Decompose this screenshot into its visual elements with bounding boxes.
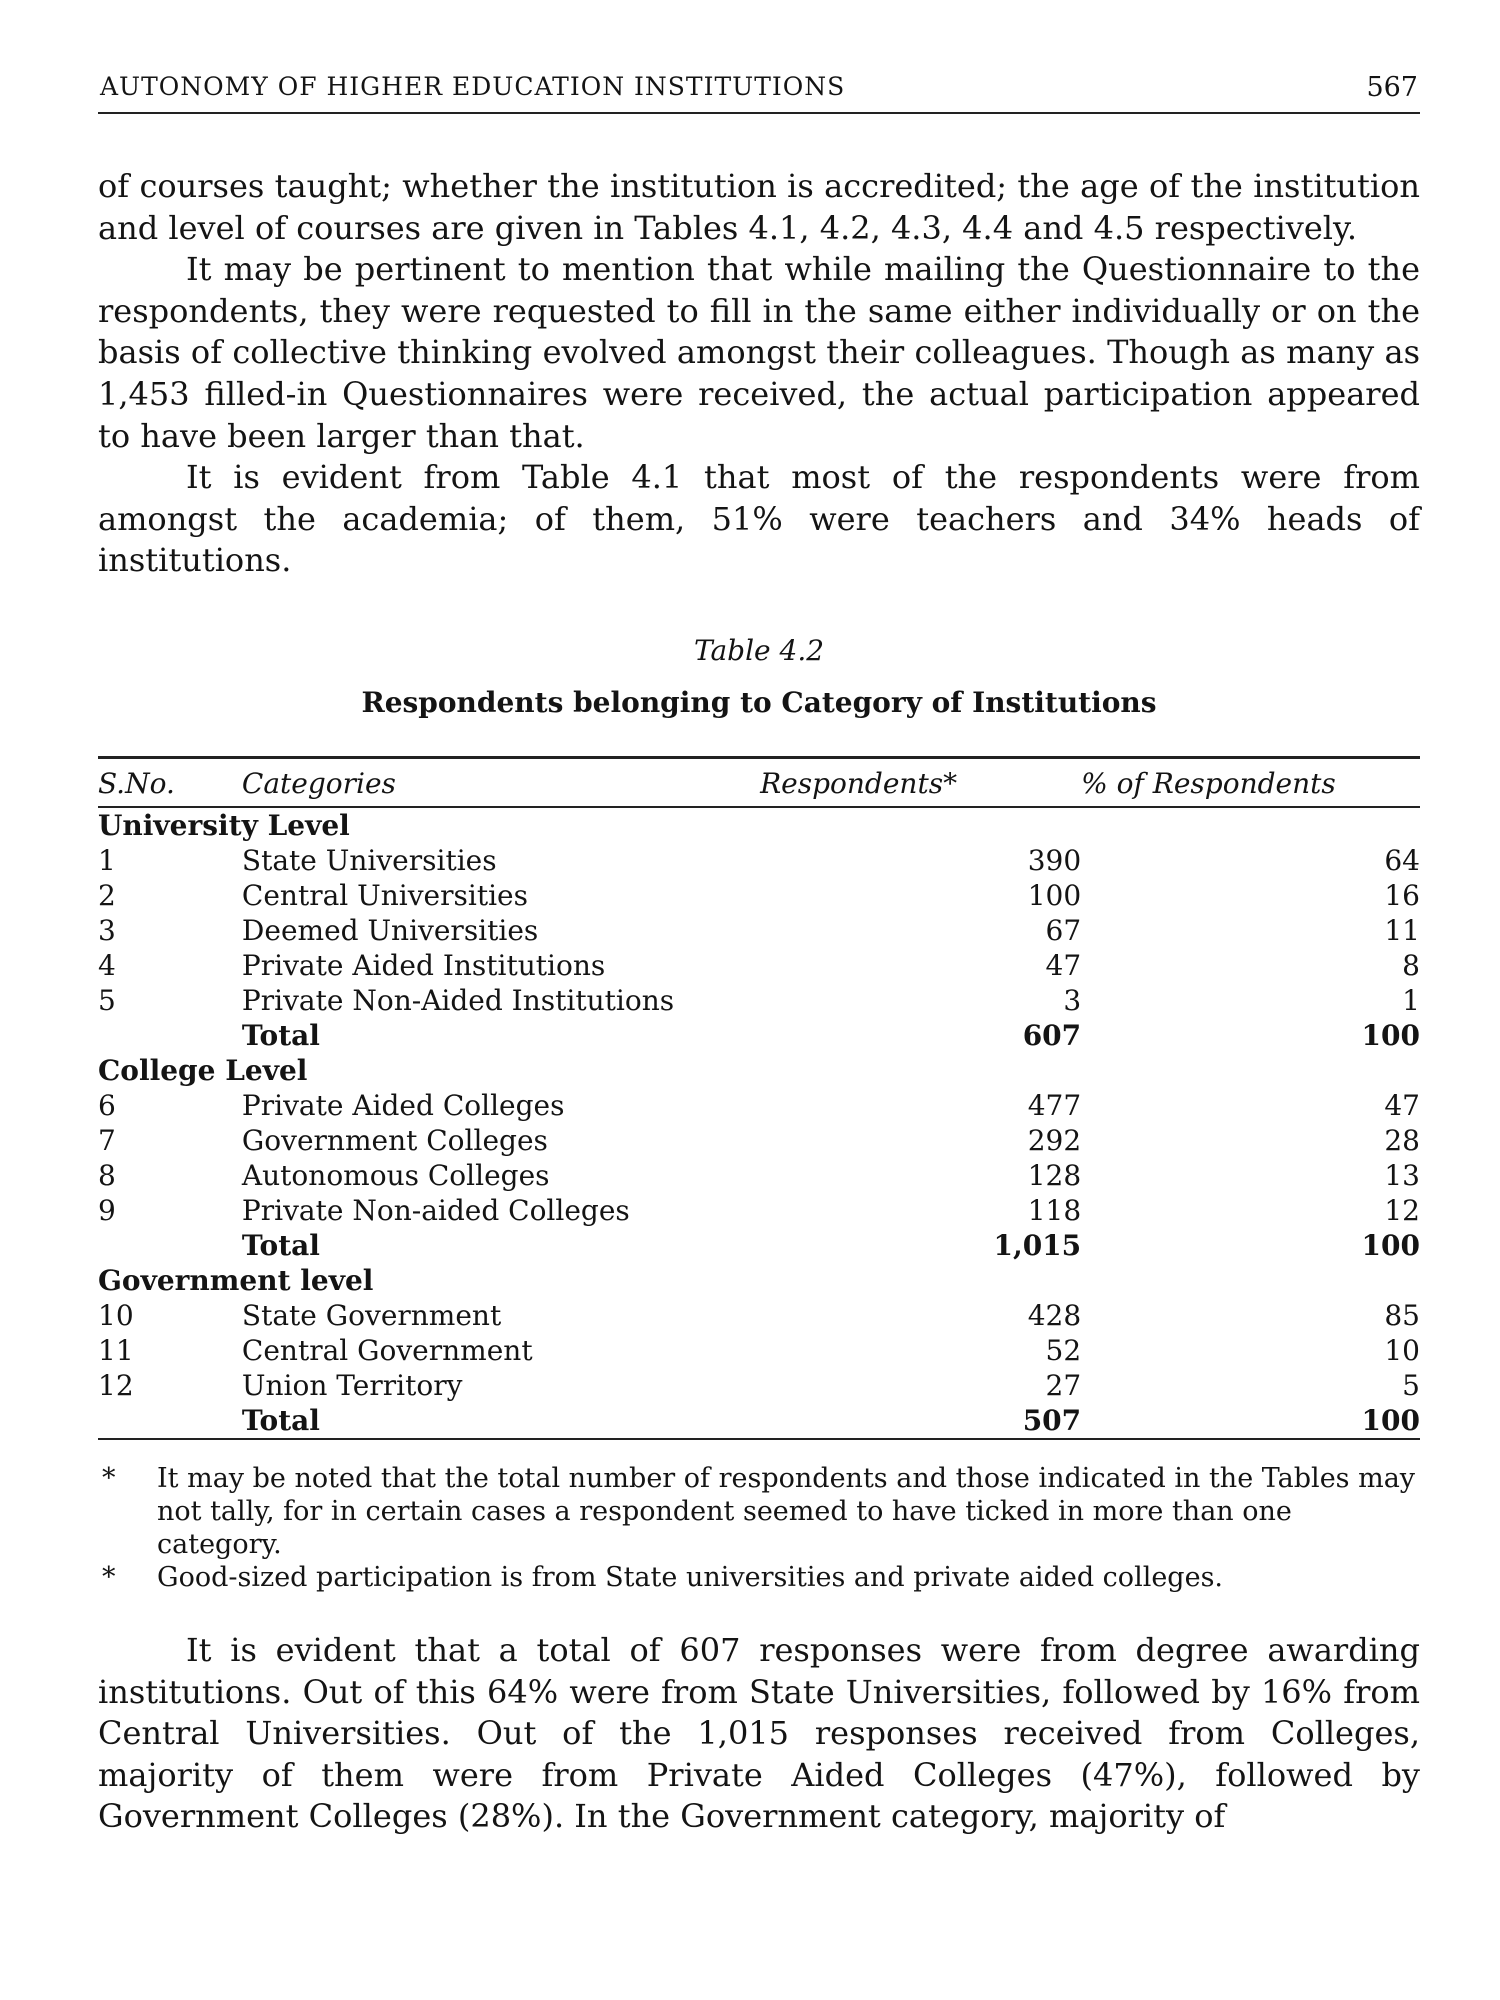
row-respondents: 67 [1045,913,1082,947]
row-category: Central Government [241,1333,533,1367]
row-sno: 1 [98,843,116,877]
total-label: Total [242,1403,760,1439]
table-row [98,983,1420,1018]
row-percent: 8 [1402,948,1420,982]
total-percent: 100 [1361,1018,1420,1052]
footnotes [98,1462,1420,1594]
table-header-row [98,757,1420,807]
header-sno: S.No. [98,757,242,807]
row-sno: 7 [98,1123,116,1157]
row-percent: 64 [1384,843,1420,877]
table-row [98,1088,1420,1123]
row-percent: 85 [1384,1298,1420,1332]
footnote-marker: * [102,1561,116,1593]
header-categories: Categories [242,757,760,807]
table-row [98,948,1420,983]
footnote [98,1561,1420,1594]
table-row [98,1333,1420,1368]
row-respondents: 3 [1063,983,1082,1017]
section-header-row [98,1263,1420,1298]
row-respondents: 47 [1045,948,1082,982]
running-head [98,60,1420,114]
table-row [98,1193,1420,1228]
row-sno: 10 [98,1298,134,1332]
total-sno-blank [98,1403,242,1439]
table-row [98,1158,1420,1193]
total-label: Total [241,1018,320,1052]
section-title: University Level [98,808,350,842]
row-percent: 13 [1384,1158,1420,1192]
table-title: Respondents belonging to Category of Institutions [361,685,1157,719]
table-row [98,1368,1420,1403]
total-row [98,1228,1420,1263]
total-label: Total [241,1228,320,1262]
row-respondents: 128 [1027,1158,1082,1192]
row-sno: 12 [98,1368,134,1402]
row-category: Private Non-aided Colleges [241,1193,630,1227]
row-category: Autonomous Colleges [241,1158,550,1192]
table-row [98,1298,1420,1333]
body-paragraph-1: of courses taught; whether the institution is accredited; the age of the institution and level of courses are given in Tables 4.1, 4.2, 4.3, 4.4 and 4.5 respectively. [98,167,1420,247]
row-percent: 12 [1384,1193,1420,1227]
row-category: Central Universities [241,878,528,912]
row-respondents: 390 [1027,843,1082,877]
section-header-row [98,1053,1420,1088]
total-respondents: 507 [760,1403,1081,1439]
table-label: Table 4.2 [693,633,825,667]
footnote-text: Good-sized participation is from State universities and private aided colleges. [157,1561,1224,1593]
row-sno: 8 [98,1158,116,1192]
table-row [98,843,1420,878]
row-category: Private Aided Institutions [241,948,606,982]
row-category: State Universities [241,843,497,877]
total-row [98,1403,1420,1439]
footnote [98,1462,1420,1561]
row-category: State Government [241,1298,502,1332]
row-sno: 2 [98,878,116,912]
row-sno: 6 [98,1088,116,1122]
total-sno-blank [98,1228,242,1263]
row-percent: 28 [1384,1123,1420,1157]
row-category: Government Colleges [241,1123,548,1157]
table-row [98,878,1420,913]
row-percent: 5 [1402,1368,1420,1402]
page-number: 567 [1366,72,1418,103]
row-percent: 16 [1384,878,1420,912]
row-sno: 3 [98,913,116,947]
row-respondents: 52 [1045,1333,1082,1367]
footnote-marker: * [102,1462,116,1494]
row-sno: 5 [98,983,116,1017]
row-respondents: 428 [1027,1298,1082,1332]
row-category: Private Non-Aided Institutions [241,983,675,1017]
table-body [98,807,1420,1439]
section-header-row [98,807,1420,843]
table-row [98,913,1420,948]
row-percent: 47 [1384,1088,1420,1122]
row-respondents: 27 [1045,1368,1082,1402]
row-category: Union Territory [241,1368,463,1402]
body-paragraph-2: It may be pertinent to mention that while mailing the Questionnaire to the respondents, they were requested to fill in the same either individually or on the basis of collective thinking evolved amongst their colleagues. Though as many as 1,453 filled-in Questionnaires were received, the actual participation appeared to have been larger than that. [98,250,1420,455]
total-sno-blank [98,1018,242,1053]
row-respondents: 292 [1027,1123,1082,1157]
row-percent: 11 [1384,913,1420,947]
table-row [98,1123,1420,1158]
row-respondents: 477 [1027,1088,1082,1122]
row-sno: 4 [98,948,116,982]
closing-paragraph: It is evident that a total of 607 responses were from degree awarding institutions. Out of this 64% were from State Universities, followed by 16% from Central Universities. Out of the 1,015 responses received from Colleges, majority of them were from Private Aided Colleges (47%), followed by Government Colleges (28%). In the Government category, majority of [98,1630,1420,1836]
running-head-title: AUTONOMY OF HIGHER EDUCATION INSTITUTIONS [100,72,846,101]
total-percent: 100 [1081,1403,1420,1439]
row-respondents: 118 [1027,1193,1082,1227]
row-sno: 9 [98,1193,116,1227]
header-percent: % of Respondents [1081,757,1420,807]
respondents-table [98,756,1420,1440]
header-respondents: Respondents* [760,757,1081,807]
footnote-text: It may be noted that the total number of respondents and those indicated in the Tables may not tally, for in certain cases a respondent seemed to have ticked in more than one category. [157,1462,1416,1560]
total-respondents: 607 [1022,1018,1082,1052]
row-respondents: 100 [1027,878,1082,912]
row-category: Deemed Universities [241,913,539,947]
total-row [98,1018,1420,1053]
document-page [98,60,1420,1870]
section-title: Government level [98,1263,374,1297]
section-title: College Level [98,1053,308,1087]
row-percent: 1 [1402,983,1420,1017]
row-percent: 10 [1384,1333,1420,1367]
row-sno: 11 [98,1333,134,1367]
body-paragraph-3: It is evident from Table 4.1 that most of the respondents were from amongst the academia; of them, 51% were teachers and 34% heads of institutions. [98,458,1420,580]
total-percent: 100 [1361,1228,1420,1262]
row-category: Private Aided Colleges [241,1088,565,1122]
total-respondents: 1,015 [993,1228,1082,1262]
